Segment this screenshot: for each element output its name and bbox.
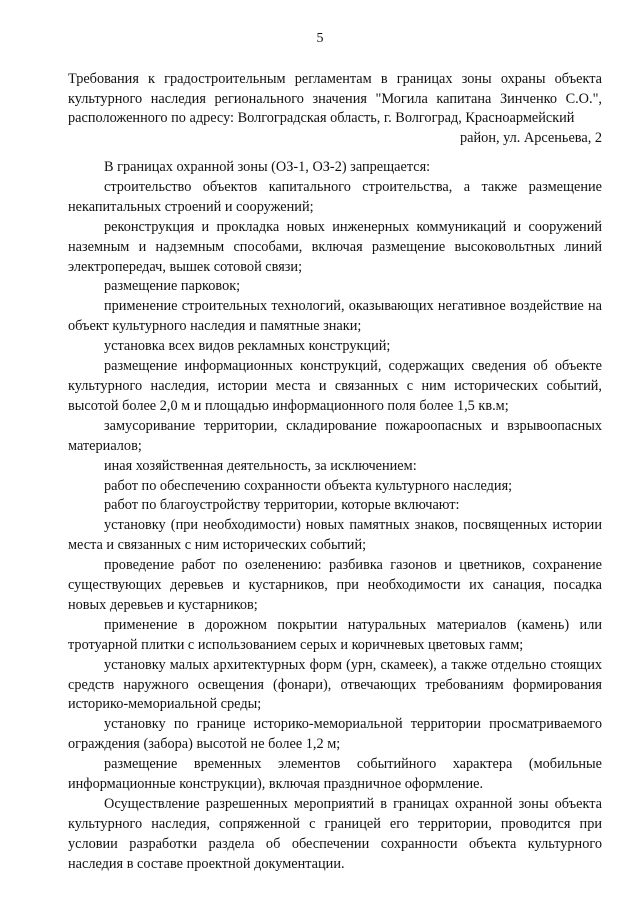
paragraph: применение строительных технологий, оказывающих негативное воздействие на объект культурного наследия и памятные знаки; xyxy=(68,298,602,335)
paragraph: иная хозяйственная деятельность, за исключением: xyxy=(104,457,417,474)
paragraph: работ по обеспечению сохранности объекта культурного наследия; xyxy=(104,477,513,494)
paragraph: проведение работ по озеленению: разбивка газонов и цветников, сохранение существующих деревьев и кустарников, при необходимости их санация, посадка новых деревьев и кустарников; xyxy=(68,557,602,613)
paragraph: применение в дорожном покрытии натуральных материалов (камень) или тротуарной плитки с использованием серых и коричневых цветовых гамм; xyxy=(68,616,602,653)
paragraph: В границах охранной зоны (ОЗ-1, ОЗ-2) запрещается: xyxy=(104,159,431,175)
paragraph: строительство объектов капитального строительства, а также размещение некапитальных строений и сооружений; xyxy=(68,178,602,215)
paragraph: установку (при необходимости) новых памятных знаков, посвященных истории места и связанных с ним исторических событий; xyxy=(68,517,602,554)
paragraph: установку малых архитектурных форм (урн, скамеек), а также отдельно стоящих средств наружного освещения (фонари), отвечающих требованиям формирования историко-мемориальной среды; xyxy=(68,656,602,713)
paragraph: размещение парковок; xyxy=(104,278,241,295)
paragraph: размещение временных элементов событийного характера (мобильные информационные конструкции), включая праздничное оформление. xyxy=(68,756,602,793)
document-body xyxy=(68,158,602,875)
paragraph: Осуществление разрешенных мероприятий в границах охранной зоны объекта культурного наследия, сопряженной с границей его территории, проводится при условии разработки раздела об обеспечении сохранности объекта культурного наследия в составе проектной документации. xyxy=(68,796,602,872)
paragraph: реконструкция и прокладка новых инженерных коммуникаций и сооружений наземным и надземным способами, включая размещение высоковольтных линий электропередач, вышек сотовой связи; xyxy=(68,218,602,275)
heading-tail: район, ул. Арсеньева, 2 xyxy=(460,129,602,146)
paragraph: установку по границе историко-мемориальной территории просматриваемого ограждения (забора) высотой не более 1,2 м; xyxy=(68,716,602,753)
paragraph: размещение информационных конструкций, содержащих сведения об объекте культурного наследия, истории места и связанных с ним исторических событий, высотой более 2,0 м и площадью информационного поля более 1,5 кв.м; xyxy=(68,358,602,414)
paragraph: работ по благоустройству территории, которые включают: xyxy=(104,497,460,514)
page-number: 5 xyxy=(316,31,324,46)
paragraph: установка всех видов рекламных конструкций; xyxy=(104,338,391,355)
document-heading xyxy=(68,70,602,148)
heading-main: Требования к градостроительным регламентам в границах зоны охраны объекта культурного наследия регионального значения "Могила капитана Зинченко С.О.", расположенного по адресу: Волгоградская область, г. Волгоград, Красноармейский xyxy=(68,71,602,126)
paragraph: замусоривание территории, складирование пожароопасных и взрывоопасных материалов; xyxy=(68,417,602,454)
